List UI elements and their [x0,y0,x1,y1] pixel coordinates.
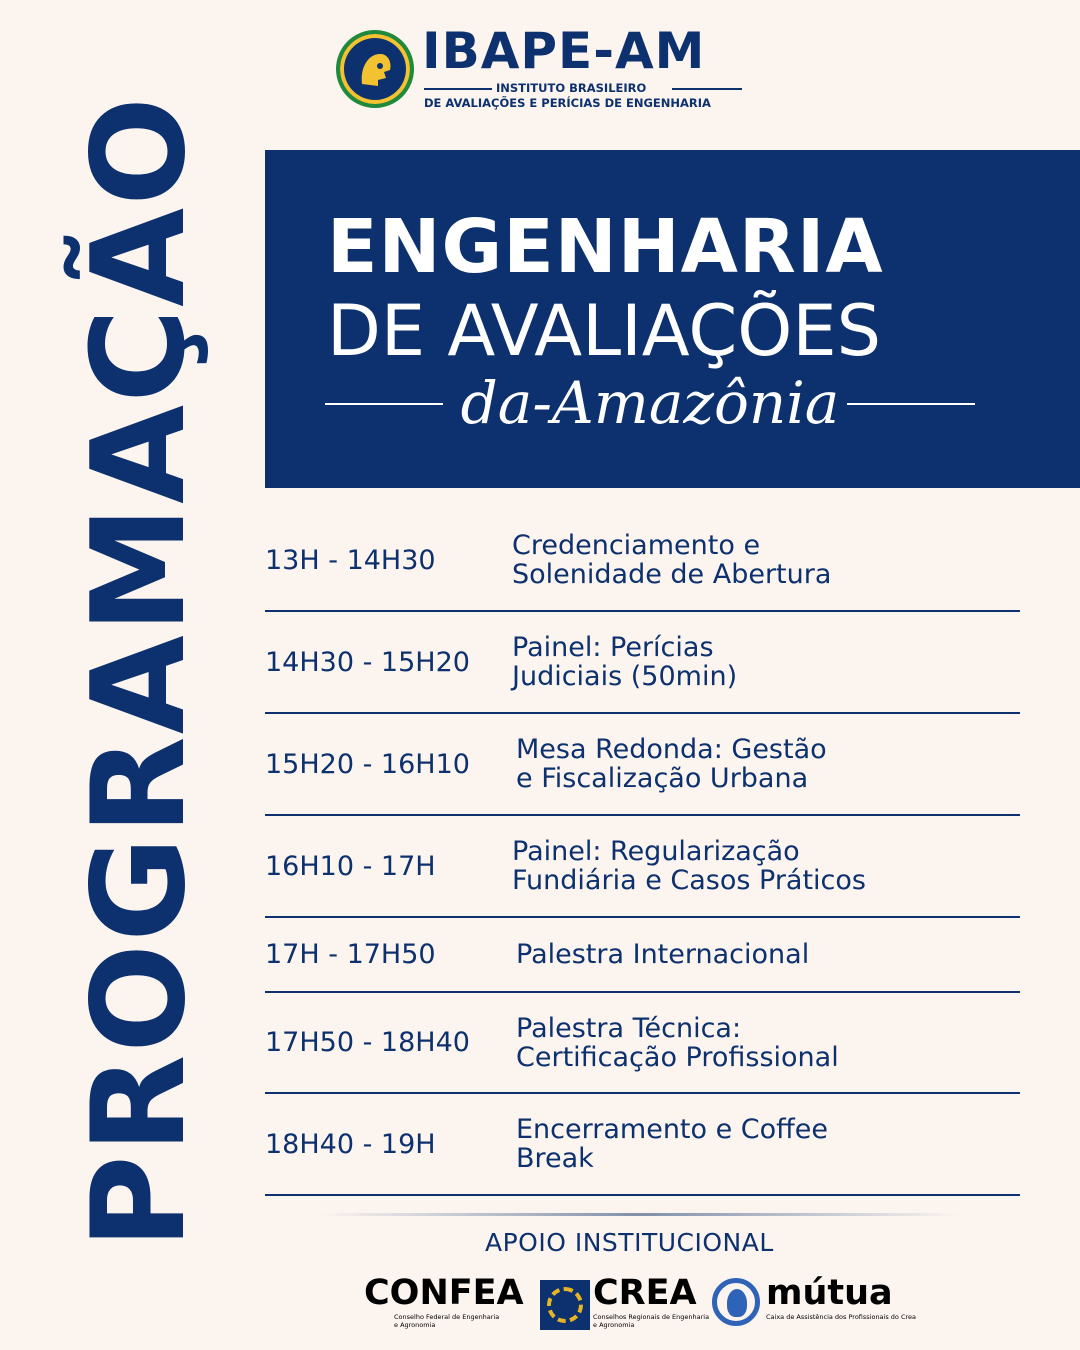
confea-subtitle: Conselho Federal de Engenharia e Agronomia [394,1313,500,1329]
side-title-container [0,0,260,1350]
logo-subtitle-2: DE AVALIAÇÕES E PERÍCIAS DE ENGENHARIA [424,96,711,110]
crea-logo: CREA [593,1273,697,1313]
logo-rule-left [424,88,492,90]
logo-subtitle-1: INSTITUTO BRASILEIRO [496,81,647,95]
event-title-line-3 [325,369,975,438]
ibape-logo [336,22,756,112]
schedule-description: Credenciamento e Solenidade de Abertura [512,530,832,590]
schedule-time: 13H - 14H30 [265,544,436,576]
side-title: PROGRAMAÇÃO [65,94,214,1250]
logo-name: IBAPE-AM [422,22,706,80]
schedule-time: 17H - 17H50 [265,939,436,970]
event-title-banner [265,150,1080,488]
schedule-time: 18H40 - 19H [265,1128,436,1160]
schedule-time: 15H20 - 16H10 [265,748,470,780]
schedule-description: Encerramento e Coffee Break [516,1114,829,1174]
schedule-description: Painel: Regularização Fundiária e Casos Práticos [512,836,866,896]
schedule-description: Mesa Redonda: Gestão e Fiscalização Urbana [516,734,827,794]
mutua-logo: mútua [766,1273,893,1313]
helmet-emblem-icon [336,30,414,108]
schedule-time: 16H10 - 17H [265,850,436,882]
schedule-row [265,918,1020,993]
schedule-row [265,714,1020,816]
crea-emblem-icon [540,1280,590,1330]
event-title-line-2: DE AVALIAÇÕES [327,290,882,372]
schedule-description: Palestra Técnica: Certificação Profissional [516,1012,839,1073]
schedule-time: 14H30 - 15H20 [265,646,470,678]
event-title-line-1: ENGENHARIA [327,204,884,290]
schedule-list [265,510,1020,1196]
confea-logo: CONFEA [364,1273,524,1313]
mutua-subtitle: Caixa de Assistência dos Profissionais do Crea [766,1313,917,1321]
support-label: APOIO INSTITUCIONAL [485,1228,774,1257]
crea-subtitle: Conselhos Regionais de Engenharia e Agronomia [593,1313,710,1329]
schedule-description: Palestra Internacional [516,939,810,970]
schedule-row [265,1094,1020,1196]
schedule-row [265,816,1020,918]
support-divider [320,1213,960,1216]
event-title-script: da-Amazônia [460,369,840,437]
mutua-emblem-icon [712,1278,760,1326]
sponsor-logos [364,1273,924,1336]
schedule-time: 17H50 - 18H40 [265,1027,470,1058]
schedule-row [265,612,1020,714]
schedule-row [265,993,1020,1094]
schedule-row [265,510,1020,612]
schedule-description: Painel: Perícias Judiciais (50min) [512,632,738,692]
logo-rule-right [672,88,742,90]
